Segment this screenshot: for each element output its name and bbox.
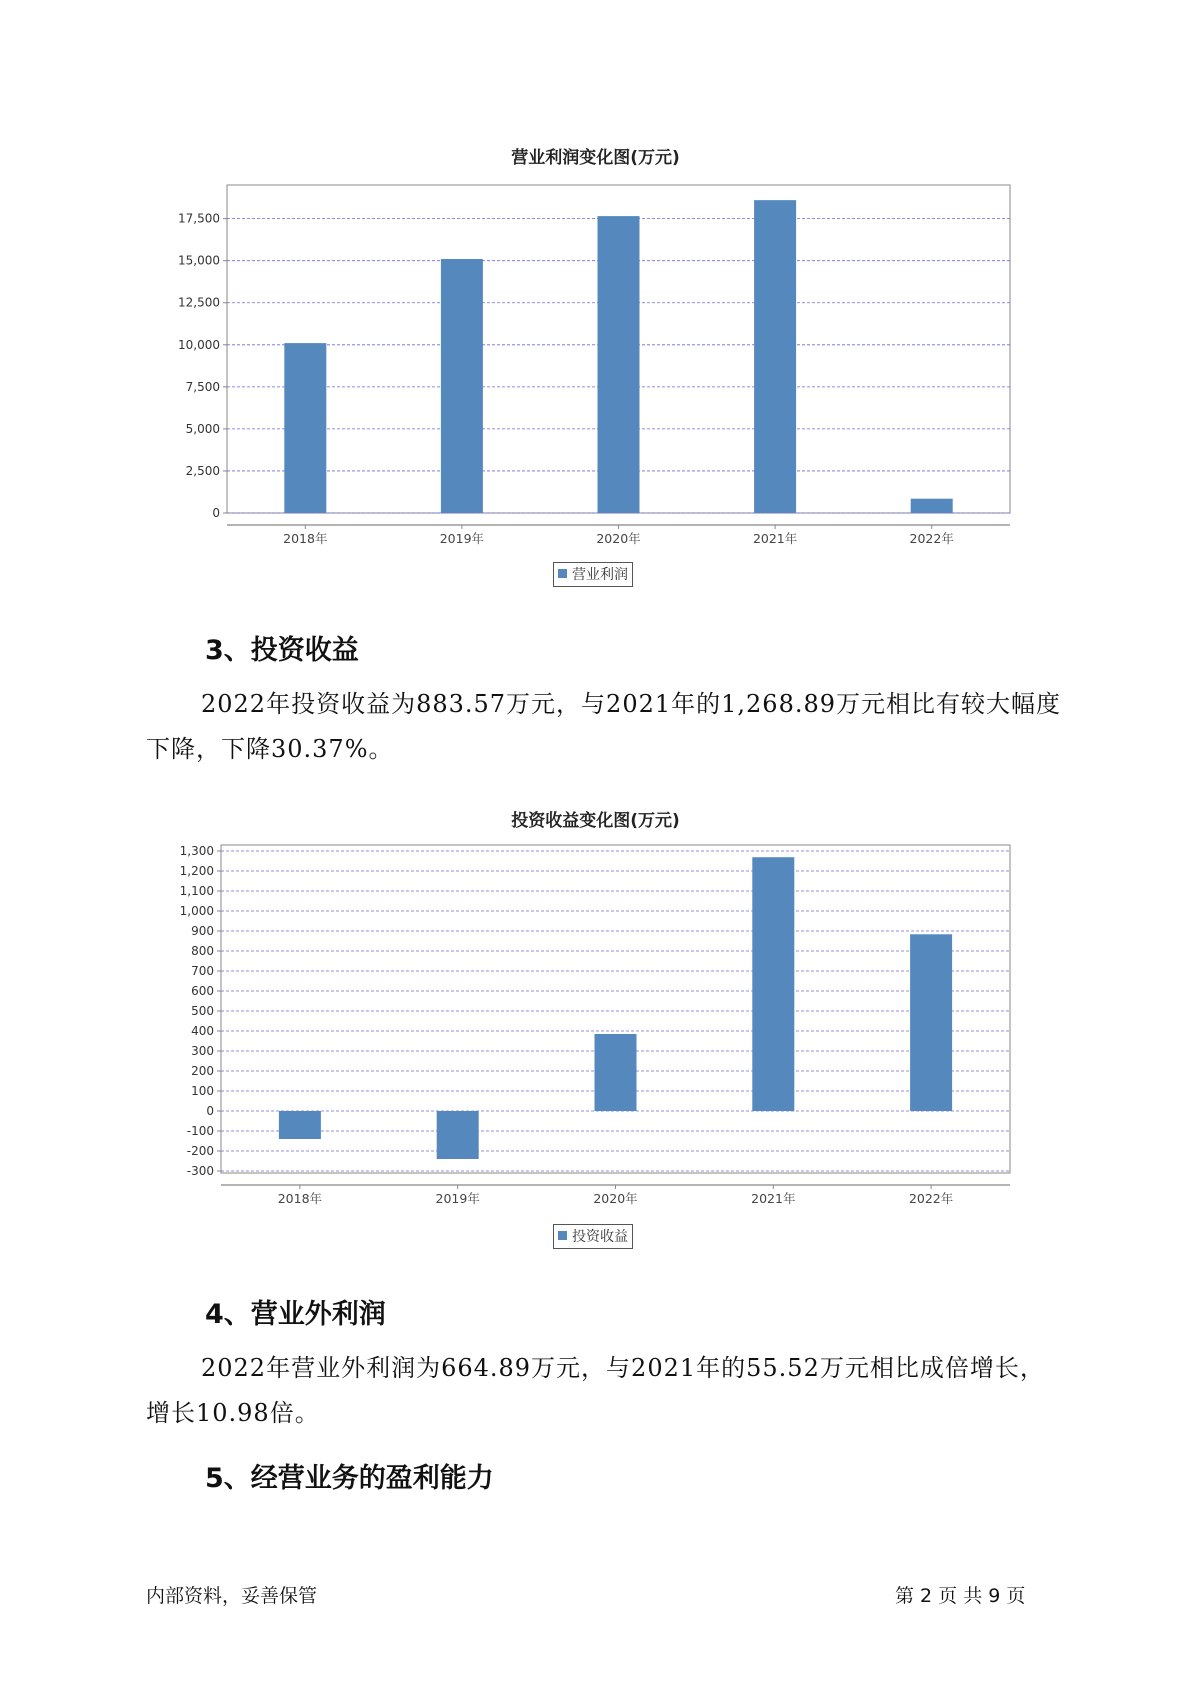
legend-swatch — [558, 1231, 567, 1240]
y-tick-label: -300 — [186, 1164, 214, 1178]
y-tick-label: 300 — [191, 1044, 214, 1058]
x-tick-label: 2021年 — [751, 1191, 796, 1206]
y-tick-label: 700 — [191, 964, 214, 978]
y-tick-label: 12,500 — [178, 295, 220, 310]
x-tick-label: 2019年 — [439, 531, 485, 546]
bar-2019年 — [437, 1111, 479, 1159]
y-tick-label: -200 — [186, 1144, 214, 1158]
x-tick-label: 2022年 — [909, 531, 954, 546]
y-tick-label: 1,000 — [179, 904, 214, 918]
y-tick-label: 17,500 — [178, 211, 220, 226]
section-heading-non-operating-profit: 4、营业外利润 — [205, 1299, 386, 1330]
y-tick-label: 400 — [191, 1024, 214, 1038]
bar-2021年 — [752, 857, 794, 1111]
chart-title-operating-profit: 营业利润变化图(万元) — [511, 148, 680, 168]
x-tick-label: 2019年 — [435, 1191, 480, 1206]
y-tick-label: -100 — [186, 1124, 214, 1138]
y-tick-label: 15,000 — [178, 253, 220, 268]
bar-2022年 — [910, 934, 952, 1111]
y-tick-label: 1,200 — [179, 864, 214, 878]
x-tick-label: 2018年 — [283, 531, 328, 546]
y-tick-label: 200 — [191, 1064, 214, 1078]
y-tick-label: 0 — [212, 506, 220, 520]
y-tick-label: 800 — [191, 944, 214, 958]
y-tick-label: 0 — [206, 1104, 214, 1118]
x-tick-label: 2022年 — [908, 1191, 954, 1206]
x-tick-label: 2020年 — [593, 1191, 638, 1206]
y-tick-label: 7,500 — [185, 379, 220, 394]
legend-investment-income — [553, 1224, 633, 1249]
section-heading-operating-profitability: 5、经营业务的盈利能力 — [205, 1463, 494, 1494]
paragraph-non-operating-profit: 2022年营业外利润为664.89万元，与2021年的55.52万元相比成倍增长，增长10.98倍。 — [146, 1354, 1045, 1427]
chart-title-investment-income: 投资收益变化图(万元) — [511, 811, 680, 831]
y-tick-label: 500 — [191, 1004, 214, 1018]
section-heading-investment-income: 3、投资收益 — [205, 635, 359, 666]
legend-label: 投资收益 — [572, 1229, 628, 1245]
y-tick-label: 900 — [191, 924, 214, 938]
x-tick-label: 2020年 — [596, 531, 641, 546]
footer-page-number: 第 2 页 共 9 页 — [895, 1585, 1026, 1607]
y-tick-label: 100 — [191, 1084, 214, 1098]
bar-2018年 — [279, 1111, 321, 1139]
legend-label: 营业利润 — [572, 567, 628, 583]
y-tick-label: 2,500 — [185, 463, 220, 478]
y-tick-label: 5,000 — [185, 421, 220, 436]
y-tick-label: 1,300 — [179, 844, 214, 858]
bar-2020年 — [595, 1034, 637, 1111]
x-tick-label: 2021年 — [752, 531, 798, 546]
plot-area — [221, 845, 1010, 1173]
y-tick-label: 10,000 — [178, 337, 220, 352]
y-tick-label: 600 — [191, 984, 214, 998]
paragraph-investment-income: 2022年投资收益为883.57万元，与2021年的1,268.89万元相比有较大幅度下降，下降30.37%。 — [146, 690, 1062, 763]
x-tick-label: 2018年 — [277, 1191, 323, 1206]
footer-confidential-note: 内部资料，妥善保管 — [146, 1585, 318, 1607]
y-tick-label: 1,100 — [179, 884, 214, 898]
